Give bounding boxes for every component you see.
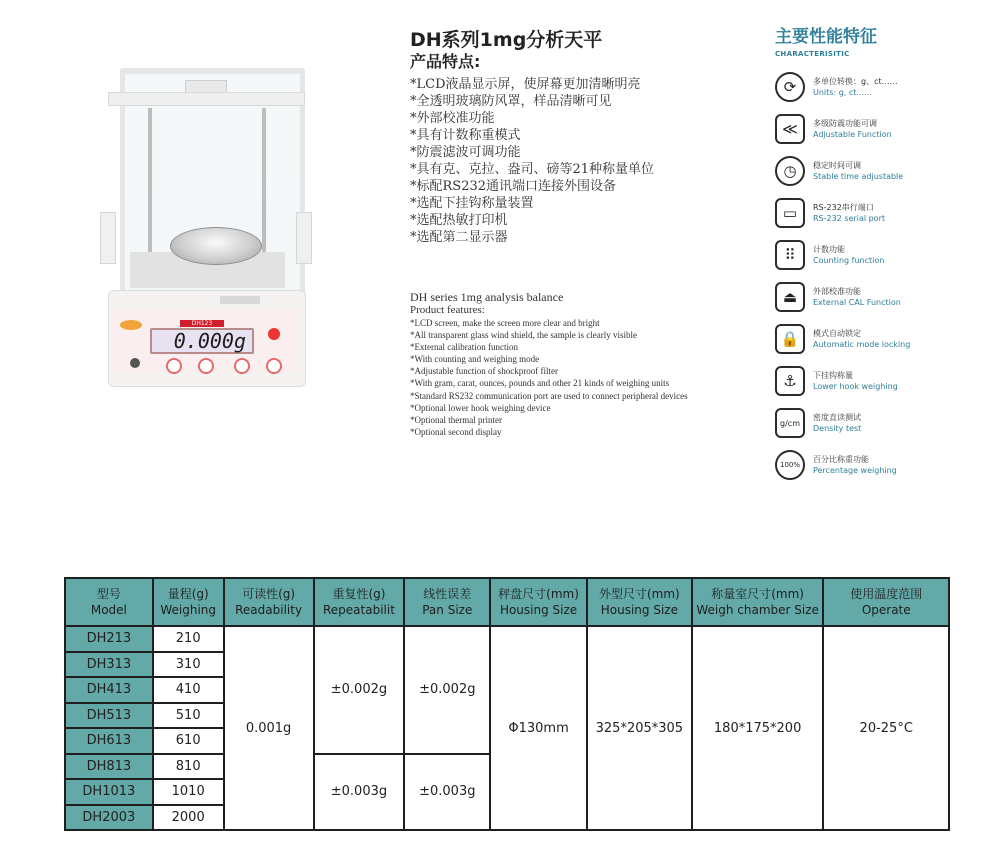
characteristic-en-label: Adjustable Function [813, 130, 892, 139]
characteristic-en-label: Automatic mode locking [813, 340, 911, 349]
header-en: Pan Size [422, 603, 473, 617]
characteristics-panel [775, 26, 975, 475]
list-item: *具有计数称重模式 [410, 128, 521, 143]
list-item: *LCD液晶显示屏，使屏幕更加清晰明亮 [410, 77, 641, 92]
characteristic-cn-label: RS-232串行端口 [813, 203, 874, 212]
column-header [587, 578, 692, 626]
model-cell: DH2003 [65, 805, 153, 831]
list-item: *All transparent glass wind shield, the sample is clearly visible [410, 330, 637, 341]
hook-icon: ⚓ [775, 366, 805, 396]
characteristic-en-label: Units: g, ct...... [813, 88, 872, 97]
header-cn: 重复性(g) [332, 587, 386, 601]
header-cn: 量程(g) [167, 587, 209, 601]
characteristic-en-label: RS-232 serial port [813, 214, 886, 223]
pan-size-cell: Φ130mm [490, 626, 587, 830]
characteristic-en-label: Stable time adjustable [813, 172, 904, 181]
linearity-cell: ±0.002g [404, 626, 490, 754]
header-cn: 可读性(g) [242, 587, 296, 601]
key-button-icon [234, 358, 250, 374]
top-rail [108, 92, 305, 106]
readability-cell: 0.001g [224, 626, 314, 830]
column-header [65, 578, 153, 626]
percent-icon: 100% [775, 450, 805, 480]
side-door [296, 212, 312, 264]
header-en: Repeatabilit [323, 603, 395, 617]
model-cell: DH313 [65, 652, 153, 678]
characteristic-cn-label: 外部校准功能 [813, 287, 861, 296]
lock-icon: 🔒 [775, 324, 805, 354]
list-item: *With counting and weighing mode [410, 354, 540, 365]
weight-icon: ⏏ [775, 282, 805, 312]
characteristic-cn-label: 多单位转换：g、ct…… [813, 77, 898, 86]
repeatability-cell: ±0.003g [314, 754, 405, 831]
range-cell: 410 [153, 677, 224, 703]
header-en: Model [90, 603, 127, 617]
table-header-row [65, 578, 949, 626]
characteristic-cn-label: 模式自动锁定 [813, 329, 861, 338]
key-button-icon [166, 358, 182, 374]
range-cell: 810 [153, 754, 224, 780]
chamber-size-cell: 180*175*200 [692, 626, 824, 830]
cn-subtitle: 产品特点: [410, 52, 481, 71]
en-feature-block [410, 290, 750, 438]
characteristic-item [775, 156, 975, 192]
model-cell: DH813 [65, 754, 153, 780]
list-item: *标配RS232通讯端口连接外围设备 [410, 179, 617, 194]
characteristic-item [775, 198, 975, 234]
model-cell: DH613 [65, 728, 153, 754]
clock-icon: ◷ [775, 156, 805, 186]
list-item: *Optional thermal printer [410, 414, 502, 425]
characteristic-item [775, 324, 975, 360]
list-item: *Optional second display [410, 426, 502, 437]
serial-port-icon: ▭ [775, 198, 805, 228]
dots-grid-icon: ⠿ [775, 240, 805, 270]
header-cn: 线性误差 [423, 587, 472, 601]
column-header [224, 578, 314, 626]
housing-size-cell: 325*205*305 [587, 626, 692, 830]
characteristic-en-label: External CAL Function [813, 298, 901, 307]
list-item: *选配热敏打印机 [410, 213, 508, 228]
characteristic-item [775, 450, 975, 486]
characteristic-item [775, 366, 975, 402]
list-item: *Optional lower hook weighing device [410, 402, 551, 413]
operate-temp-cell: 20-25°C [823, 626, 949, 830]
base-label [220, 296, 260, 304]
list-item: *LCD screen, make the screen more clear and bright [410, 318, 600, 328]
header-en: Operate [861, 603, 911, 617]
table-row [65, 626, 949, 652]
model-cell: DH513 [65, 703, 153, 729]
characteristic-en-label: Counting function [813, 256, 885, 265]
header-en: Weigh chamber Size [696, 603, 819, 617]
key-button-icon [266, 358, 282, 374]
cn-title: DH系列1mg分析天平 [410, 29, 603, 51]
characteristic-item [775, 240, 975, 276]
range-cell: 310 [153, 652, 224, 678]
refresh-arrows-icon: ⟳ [775, 72, 805, 102]
characteristic-item [775, 114, 975, 150]
characteristic-cn-label: 多级防震功能可调 [813, 119, 877, 128]
list-item: *With gram, carat, ounces, pounds and other 21 kinds of weighing units [410, 378, 670, 389]
chevrons-icon: ≪ [775, 114, 805, 144]
model-cell: DH413 [65, 677, 153, 703]
characteristic-en-label: Density test [813, 424, 862, 433]
lcd-display: 0.000g [150, 328, 254, 354]
column-header [404, 578, 490, 626]
list-item: *选配下挂钩称量装置 [410, 196, 534, 211]
list-item: *Standard RS232 communication port are used to connect peripheral devices [410, 390, 688, 401]
range-cell: 2000 [153, 805, 224, 831]
characteristics-title: 主要性能特征 [775, 27, 877, 47]
header-en: Housing Size [600, 603, 678, 617]
en-title: DH series 1mg analysis balance [410, 290, 564, 304]
key-button-icon [198, 358, 214, 374]
en-subtitle: Product features: [410, 304, 485, 316]
repeatability-cell: ±0.002g [314, 626, 405, 754]
side-door [100, 212, 116, 264]
list-item: *Adjustable function of shockproof filter [410, 366, 558, 377]
range-cell: 610 [153, 728, 224, 754]
header-cn: 外型尺寸(mm) [598, 587, 680, 601]
characteristics-subtitle: CHARACTERISITIC [775, 50, 850, 58]
characteristic-en-label: Lower hook weighing [813, 382, 898, 391]
column-header [823, 578, 949, 626]
density-beaker-icon: g/cm [775, 408, 805, 438]
header-en: Readability [235, 603, 303, 617]
weighing-pan [170, 227, 262, 265]
characteristic-cn-label: 密度直读测试 [813, 413, 861, 422]
characteristic-cn-label: 计数功能 [813, 245, 845, 254]
balance-product-image [100, 62, 310, 392]
characteristic-item [775, 72, 975, 108]
characteristic-cn-label: 下挂钩称量 [813, 371, 853, 380]
en-feature-list [410, 317, 750, 438]
spec-table [64, 577, 950, 831]
brand-logo [120, 320, 142, 330]
list-item: *全透明玻璃防风罩，样品清晰可见 [410, 94, 612, 109]
header-cn: 秤盘尺寸(mm) [498, 587, 579, 601]
header-en: Weighing [160, 603, 217, 617]
linearity-cell: ±0.003g [404, 754, 490, 831]
characteristic-item [775, 408, 975, 444]
header-en: Housing Size [499, 603, 578, 617]
column-header [314, 578, 405, 626]
header-cn: 使用温度范围 [850, 587, 923, 601]
column-header [153, 578, 224, 626]
characteristic-item [775, 282, 975, 318]
range-cell: 1010 [153, 779, 224, 805]
list-item: *具有克、克拉、盎司、磅等21种称量单位 [410, 162, 655, 177]
range-cell: 210 [153, 626, 224, 652]
list-item: *选配第二显示器 [410, 230, 508, 245]
model-cell: DH1013 [65, 779, 153, 805]
level-indicator-icon [130, 358, 140, 368]
range-cell: 510 [153, 703, 224, 729]
list-item: *防震滤波可调功能 [410, 145, 521, 160]
header-cn: 称量室尺寸(mm) [711, 587, 804, 601]
model-tag: DH123 [180, 320, 224, 327]
cn-feature-block [410, 28, 750, 246]
header-cn: 型号 [96, 587, 121, 601]
characteristic-en-label: Percentage weighing [813, 466, 897, 475]
list-item: *External calibration function [410, 342, 518, 353]
column-header [692, 578, 824, 626]
column-header [490, 578, 587, 626]
cn-feature-list [410, 76, 750, 246]
list-item: *外部校准功能 [410, 111, 495, 126]
model-cell: DH213 [65, 626, 153, 652]
power-icon [268, 328, 280, 340]
characteristic-cn-label: 稳定时间可调 [813, 161, 861, 170]
characteristic-cn-label: 百分比称重功能 [813, 455, 869, 464]
